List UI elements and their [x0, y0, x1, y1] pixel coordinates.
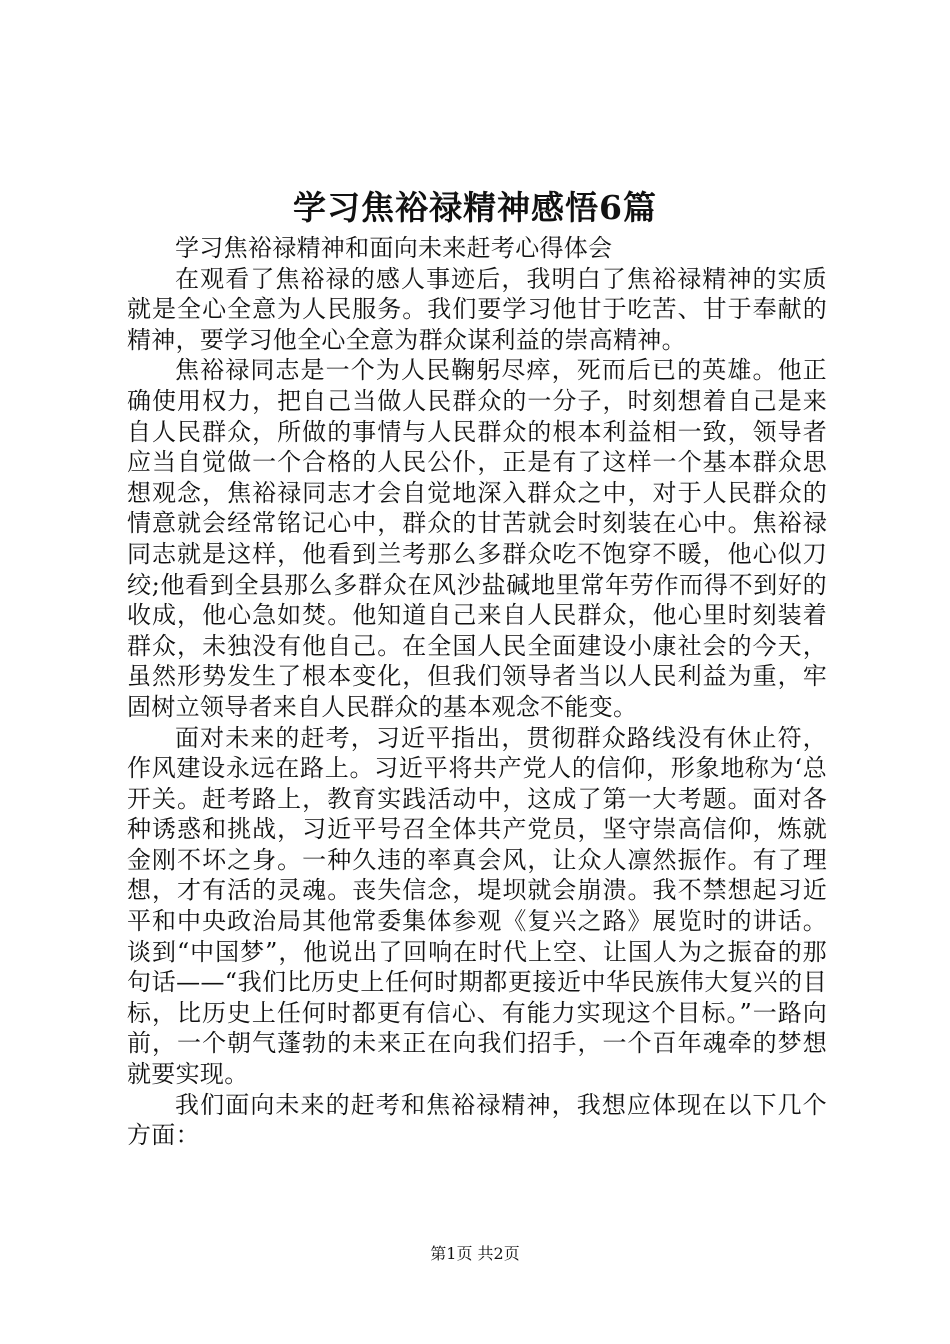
document-title: 学习焦裕禄精神感悟6篇	[293, 188, 657, 227]
body-paragraph: 我们面向未来的赶考和焦裕禄精神，我想应体现在以下几个方面：	[127, 1090, 827, 1150]
subtitle-paragraph: 学习焦裕禄精神和面向未来赶考心得体会	[175, 234, 613, 262]
body-paragraph: 焦裕禄同志是一个为人民鞠躬尽瘁，死而后已的英雄。他正确使用权力，把自己当做人民群众的一分子，时刻想着自己是来自人民群众，所做的事情与人民群众的根本利益相一致，领导者应当自觉做一个合格的人民公仆，正是有了这样一个基本群众思想观念，焦裕禄同志才会自觉地深入群众之中，对于人民群众的情意就会经常铭记心中，群众的甘苦就会时刻装在心中。焦裕禄同志就是这样，他看到兰考那么多群众吃不饱穿不暖，他心似刀绞;他看到全县那么多群众在风沙盐碱地里常年劳作而得不到好的收成，他心急如焚。他知道自己来自人民群众，他心里时刻装着群众，未独没有他自己。在全国人民全面建设小康社会的今天，虽然形势发生了根本变化，但我们领导者当以人民利益为重，牢固树立领导者来自人民群众的基本观念不能变。	[127, 356, 827, 721]
document-body	[127, 233, 827, 1151]
body-paragraph: 在观看了焦裕禄的感人事迹后，我明白了焦裕禄精神的实质就是全心全意为人民服务。我们要学习他甘于吃苦、甘于奉献的精神，要学习他全心全意为群众谋利益的崇高精神。	[127, 264, 827, 354]
body-paragraph: 面对未来的赶考，习近平指出，贯彻群众路线没有休止符，作风建设永远在路上。习近平将共产党人的信仰，形象地称为‘总开关。赶考路上，教育实践活动中，这成了第一大考题。面对各种诱惑和挑战，习近平号召全体共产党员，坚守崇高信仰，炼就金刚不坏之身。一种久违的率真会风，让众人凛然振作。有了理想，才有活的灵魂。丧失信念，堤坝就会崩溃。我不禁想起习近平和中央政治局其他常委集体参观《复兴之路》展览时的讲话。谈到“中国梦”，他说出了回响在时代上空、让国人为之振奋的那句话——“我们比历史上任何时期都更接近中华民族伟大复兴的目标，比历史上任何时都更有信心、有能力实现这个目标。”一路向前，一个朝气蓬勃的未来正在向我们招手，一个百年魂牵的梦想就要实现。	[127, 723, 827, 1089]
page-footer: 第1页 共2页	[430, 1244, 520, 1263]
